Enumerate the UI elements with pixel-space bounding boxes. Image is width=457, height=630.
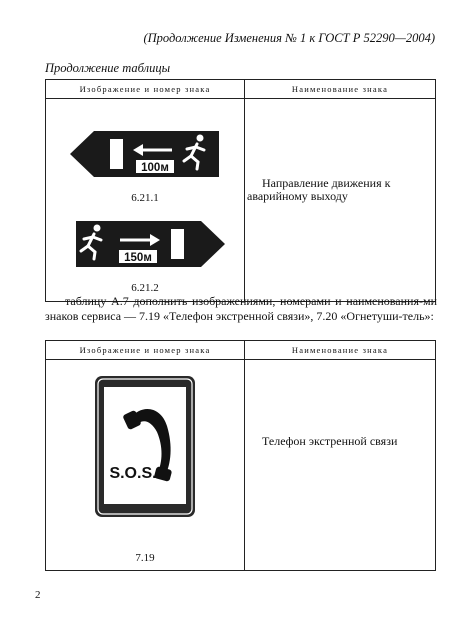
table-continuation-label: Продолжение таблицы: [45, 61, 171, 75]
sign-number-6-21-1: 6.21.1: [131, 192, 159, 204]
body-paragraph: таблицу А.7 дополнить изображениями, номерами и наименования-ми знаков сервиса — 7.19 «Телефон экстренной связи», 7.20 «Огнетуши-тель»:: [45, 294, 437, 323]
sign-name-cell: [245, 99, 436, 302]
service-signs-table: [45, 340, 436, 571]
sign-name-7-19: Телефон экстренной связи: [262, 434, 398, 448]
sign-number-6-21-2: 6.21.2: [131, 282, 159, 294]
column-header-image: Изображение и номер знака: [46, 341, 245, 360]
column-header-image: Изображение и номер знака: [46, 80, 245, 99]
column-header-name: Наименование знака: [245, 341, 436, 360]
document-header: (Продолжение Изменения № 1 к ГОСТ Р 52290—2004): [143, 31, 435, 45]
sign-6-21-1: [66, 128, 223, 180]
sign-6-21-2: [72, 218, 229, 270]
sos-text: S.O.S.: [109, 465, 157, 482]
sign-6-21-1-distance: 100м: [141, 162, 169, 174]
sign-name-cell: [245, 360, 436, 571]
sign-images-cell: [46, 99, 245, 302]
sign-image-cell: [46, 360, 245, 571]
sign-name-6-21: Направление движения к аварийному выходу: [247, 176, 391, 203]
sign-number-7-19: 7.19: [135, 552, 155, 564]
page-number: 2: [35, 589, 41, 601]
signs-table-continued: [45, 79, 436, 302]
column-header-name: Наименование знака: [245, 80, 436, 99]
sign-6-21-2-distance: 150м: [124, 252, 152, 264]
sign-7-19: [95, 376, 195, 517]
